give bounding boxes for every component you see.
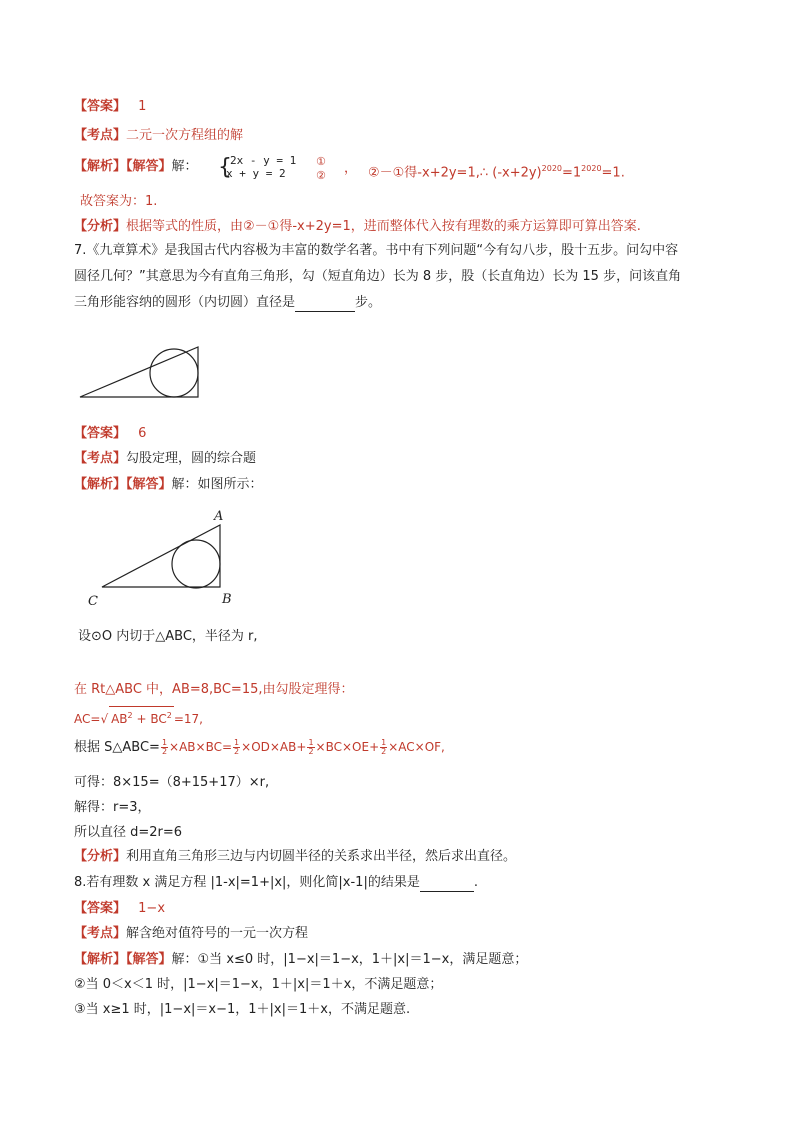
analysis-tag: 【解析】 — [74, 952, 127, 967]
fraction-half — [161, 739, 168, 756]
frac-num: 1 — [161, 738, 168, 747]
q6-solve-prefix: 解： — [171, 159, 198, 174]
q8-answer-value: 1−x — [138, 901, 166, 916]
analysis-tag: 【解析】 — [74, 477, 127, 492]
q8-stem — [74, 874, 478, 892]
answer-tag: 【答案】 — [74, 426, 127, 441]
point-tag: 【考点】 — [74, 926, 127, 941]
q7-step2: 在 Rt△ABC 中，AB=8,BC=15,由勾股定理得： — [74, 682, 354, 697]
q6-eq-end: =1. — [601, 165, 625, 181]
frac-num: 1 — [234, 738, 240, 747]
q7-step3-rad: AB — [111, 712, 128, 726]
q6-solve-tail — [368, 160, 625, 182]
fraction-half — [380, 739, 387, 756]
q6-sys-eq1: 2x - y = 1 — [230, 154, 297, 167]
q7-step3 — [74, 706, 203, 728]
q7-step3-pre: AC= — [74, 712, 101, 726]
answer-tag: 【答案】 — [74, 99, 127, 114]
q8-case3: ③当 x≥1 时，|1−x|＝x−1，1＋|x|＝1＋x，不满足题意. — [74, 1002, 411, 1017]
triangle-shape — [80, 347, 198, 397]
q7-solve-line — [74, 476, 263, 494]
solve-tag: 【解答】 — [126, 159, 172, 174]
q7-step7: 所以直径 d=2r=6 — [74, 825, 183, 840]
vertex-c-label: C — [88, 594, 98, 609]
q6-mark1: ① — [316, 155, 326, 168]
frac-num: 1 — [381, 738, 387, 747]
answer-tag: 【答案】 — [74, 901, 127, 916]
q7-step3-post: =17, — [173, 712, 203, 726]
frac-den: 2 — [234, 747, 240, 756]
q7-step4-t4: ×AC×OF, — [388, 740, 445, 754]
fenxi-tag: 【分析】 — [74, 849, 127, 864]
q7-step4-t1: ×AB×BC= — [169, 740, 233, 754]
q8-stem-b: . — [473, 875, 478, 890]
q6-brace: { — [218, 155, 232, 180]
frac-den: 2 — [381, 747, 387, 756]
q8-case1: 解：①当 x≤0 时，|1−x|＝1−x，1＋|x|＝1−x，满足题意； — [171, 952, 528, 967]
q7-step5-text: 可得：8×15=（8+15+17）×r, — [74, 775, 270, 790]
q7-step3-exp1: 2 — [127, 711, 133, 720]
q6-fenxi-text: 根据等式的性质，由②－①得-x+2y=1，进而整体代入按有理数的乘方运算即可算出答案. — [126, 219, 641, 234]
q7-fenxi-text: 利用直角三角形三边与内切圆半径的关系求出半径，然后求出直径。 — [126, 849, 517, 864]
q8-stem-a: 8.若有理数 x 满足方程 |1-x|=1+|x|，则化简|x-1|的结果是 — [74, 875, 420, 890]
vertex-a-label: A — [214, 509, 224, 524]
q7-step5 — [74, 774, 269, 792]
q7-point-text: 勾股定理，圆的综合题 — [126, 451, 257, 466]
q7-stem-line3-b: 步。 — [355, 295, 382, 310]
answer-blank — [420, 877, 474, 892]
vertex-b-label: B — [222, 592, 232, 607]
q6-answer-line — [74, 98, 146, 116]
q6-solve-line — [74, 158, 198, 184]
q7-answer-line — [74, 425, 146, 443]
q7-step3-plus: + BC — [132, 712, 167, 726]
q8-point-line — [74, 925, 308, 943]
q7-solve-text: 解：如图所示： — [171, 477, 263, 492]
q7-point-line — [74, 450, 256, 468]
point-tag: 【考点】 — [74, 451, 127, 466]
q8-answer-line — [74, 900, 165, 918]
q6-sys-eq2: x + y = 2 — [226, 167, 286, 180]
q7-step4-t3: ×BC×OE+ — [315, 740, 380, 754]
frac-den: 2 — [308, 747, 314, 756]
sqrt-sign: √ — [100, 712, 109, 726]
q7-stem-line3-a: 三角形能容纳的圆形（内切圆）直径是 — [74, 295, 296, 310]
q7-stem-line1: 7.《九章算术》是我国古代内容极为丰富的数学名著。书中有下列问题“今有勾八步，股十五步。问勾中容 — [74, 243, 679, 258]
triangle-abc — [102, 525, 220, 587]
frac-den: 2 — [161, 747, 168, 756]
sqrt-radicand — [109, 706, 174, 728]
q6-solve-tail-text: ②－①得-x+2y=1,∴ (-x+2y) — [368, 165, 542, 181]
q6-answer-value: 1 — [138, 99, 147, 114]
fenxi-tag: 【分析】 — [74, 219, 127, 234]
answer-blank — [295, 297, 355, 312]
q6-eq-mid: =1 — [562, 165, 582, 181]
frac-num: 1 — [308, 738, 314, 747]
q7-step1: 设⊙O 内切于△ABC，半径为 r, — [78, 629, 258, 644]
q7-stem-line2: 圆径几何？”其意思为今有直角三角形，勾（短直角边）长为 8 步，股（长直角边）长为 15 步，问该直角 — [74, 269, 682, 284]
solve-tag: 【解答】 — [126, 952, 172, 967]
q8-point-text: 解含绝对值符号的一元一次方程 — [126, 926, 309, 941]
analysis-tag: 【解析】 — [74, 159, 127, 174]
fraction-half — [233, 739, 240, 756]
q7-answer-value: 6 — [138, 426, 147, 441]
q6-solve-comma: ， — [344, 161, 358, 176]
q7-step3-exp2: 2 — [166, 711, 172, 720]
q6-exp1: 2020 — [541, 164, 562, 173]
incircle-shape — [150, 349, 198, 397]
point-tag: 【考点】 — [74, 128, 127, 143]
incircle-o — [172, 540, 220, 588]
q6-point-line — [74, 127, 243, 145]
q6-conclusion: 故答案为：1. — [80, 194, 158, 209]
q6-point-text: 二元一次方程组的解 — [126, 128, 244, 143]
q6-exp2: 2020 — [581, 164, 602, 173]
q6-mark2: ② — [316, 169, 326, 182]
q7-step4 — [74, 736, 445, 759]
q7-fenxi-line — [74, 848, 516, 866]
q7-stem-line3 — [74, 294, 381, 312]
solve-tag: 【解答】 — [126, 477, 172, 492]
q7-step4-pre: 根据 S△ABC= — [74, 740, 160, 755]
q6-fenxi-line — [74, 218, 641, 236]
q7-step6: 解得：r=3， — [74, 800, 151, 815]
q7-figure-labeled — [84, 505, 244, 615]
q7-step4-t2: ×OD×AB+ — [241, 740, 307, 754]
fraction-half — [307, 739, 314, 756]
q7-figure-plain — [70, 335, 210, 405]
q8-case2: ②当 0＜x＜1 时，|1−x|＝1−x，1＋|x|＝1＋x，不满足题意； — [74, 977, 443, 992]
q8-case1-line — [74, 951, 527, 969]
